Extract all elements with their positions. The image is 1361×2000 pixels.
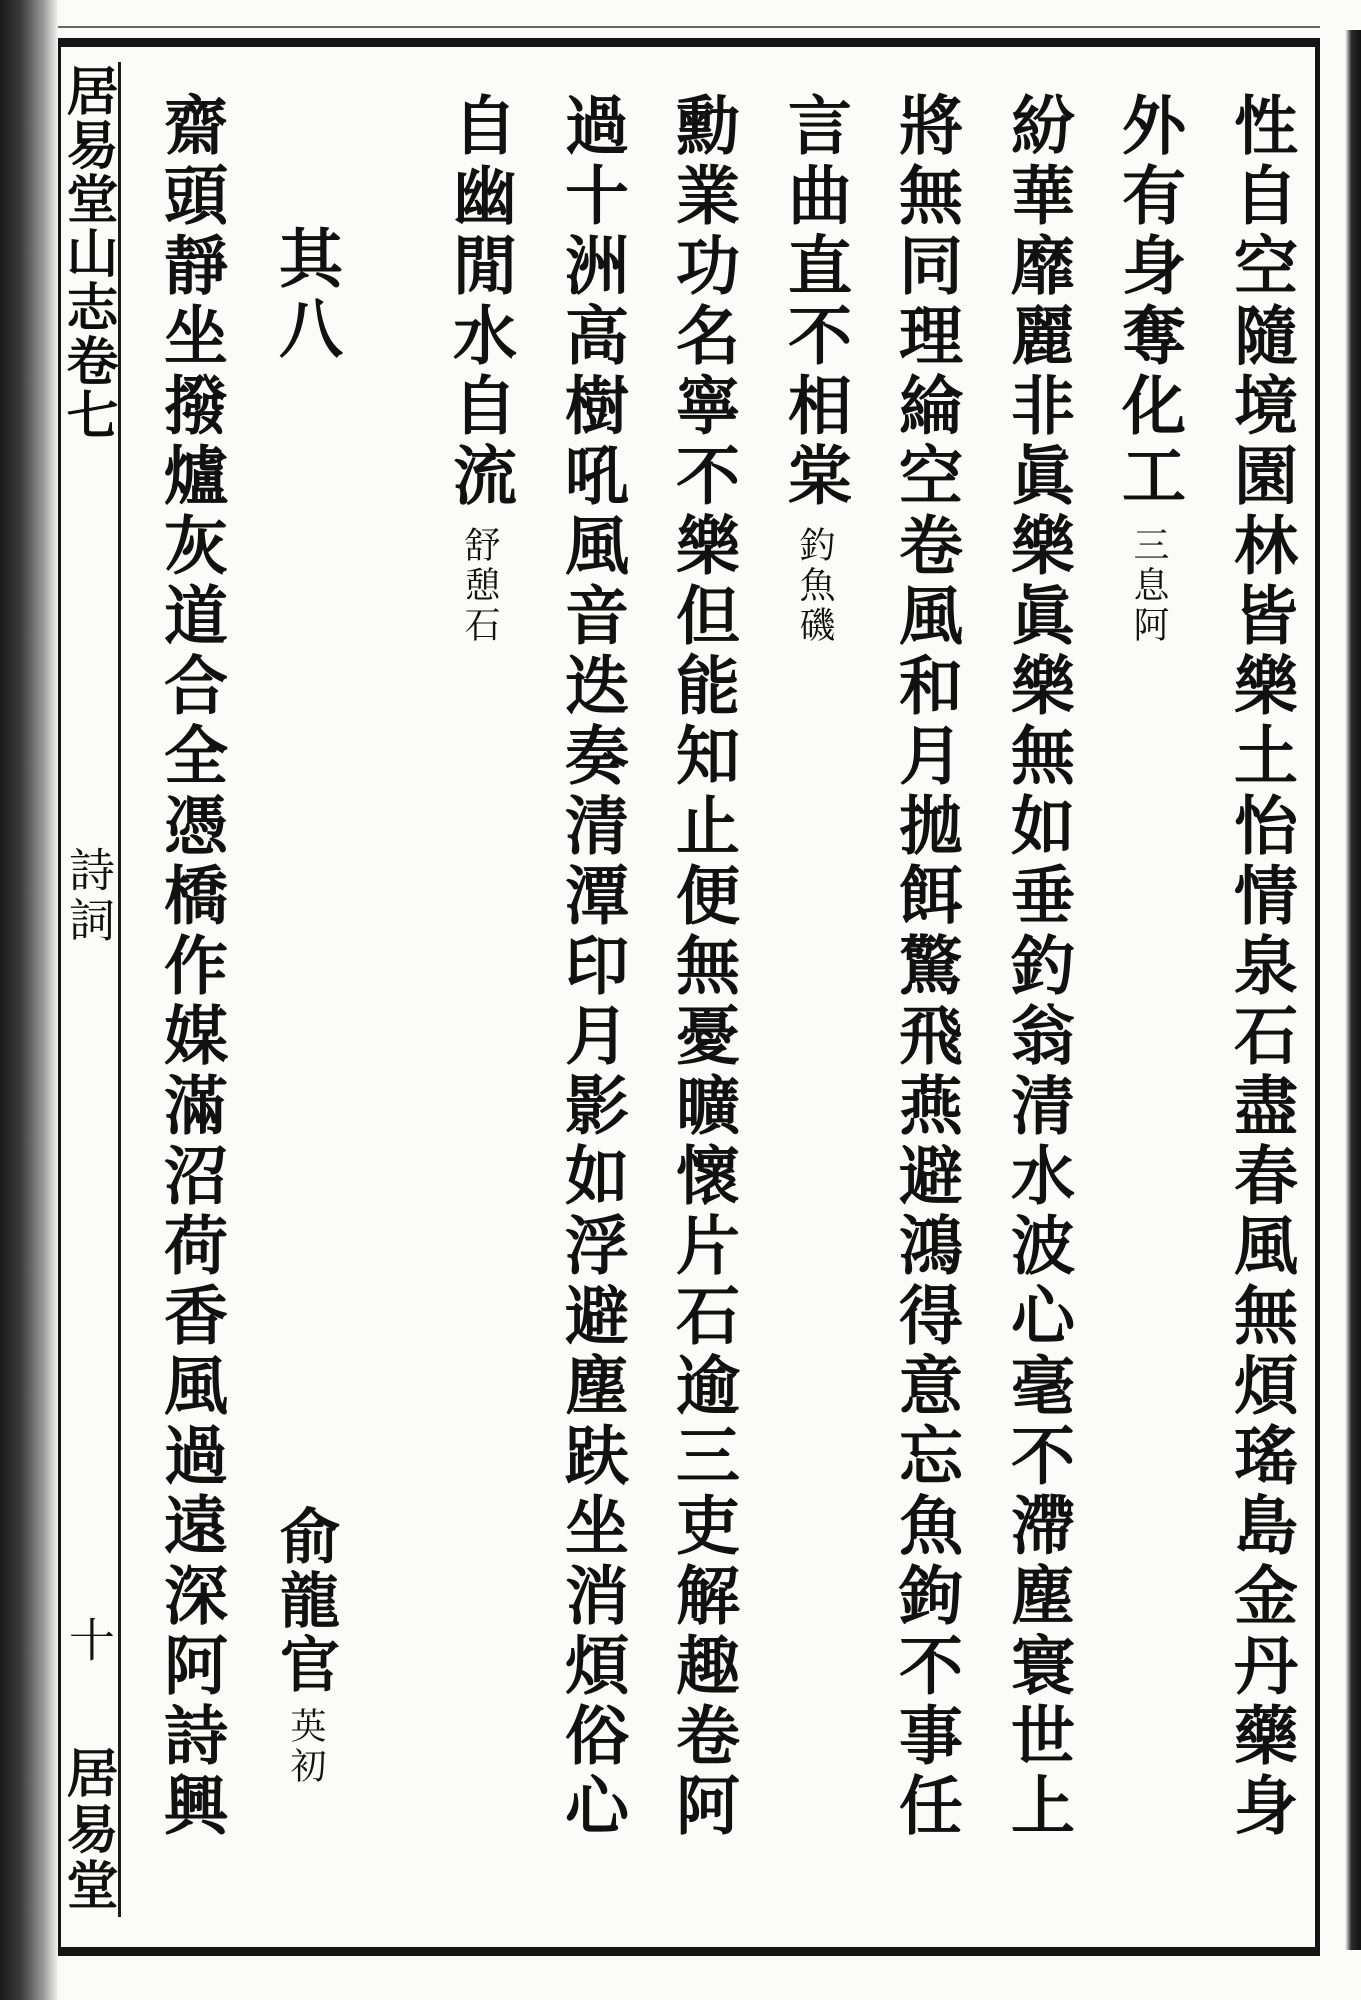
text-column-1 (1205, 92, 1315, 1892)
poem-title-note: 三息阿 (1128, 526, 1169, 646)
book-title: 居易堂山志卷七 (57, 64, 118, 442)
top-margin-line (58, 0, 1320, 28)
text-column-4 (870, 92, 980, 1892)
author-name (250, 1505, 360, 1905)
poem-line: 性自空隨境園林皆樂土怡情泉石盡春風無煩瑤島金丹藥身 (1223, 92, 1298, 1842)
author-courtesy-name: 英初 (285, 1707, 326, 1787)
poem-line: 將無同理綸空卷風和月拋餌驚飛燕避鴻得意忘魚鉤不事任 (888, 92, 963, 1842)
publisher-hall: 居易堂 (57, 1746, 118, 1914)
poem-heading: 其八 (268, 225, 343, 365)
section-label: 詩詞 (62, 846, 116, 946)
binding-shadow (0, 0, 58, 2000)
poem-title-note: 舒憩石 (459, 526, 500, 646)
page-edge (1345, 30, 1361, 1950)
text-column-2 (1093, 92, 1203, 1892)
poem-title-note: 釣魚磯 (794, 526, 835, 646)
poem-line: 外有身奪化工 (1111, 92, 1186, 512)
author-name-text: 俞龍官 (270, 1505, 340, 1697)
poem-line: 過十洲高樹吼風音迭奏清潭印月影如浮避塵趺坐消煩俗心 (554, 92, 629, 1842)
poem-line: 紛華靡麗非眞樂眞樂無如垂釣翁清水波心毫不滯塵寰世上 (1000, 92, 1075, 1842)
poem-line: 自幽閒水自流 (442, 92, 517, 512)
poem-line: 齋頭靜坐撥爐灰道合全憑橋作媒滿沼荷香風過遠深阿詩興 (153, 92, 228, 1842)
text-column-5 (759, 92, 869, 1892)
poem-line: 勳業功名寧不樂但能知止便無憂曠懷片石逾三吏解趣卷阿 (665, 92, 740, 1842)
block-margin-column (58, 56, 116, 1946)
leaf-number: 十 (62, 1616, 116, 1662)
text-column-3 (982, 92, 1092, 1892)
text-column-10 (135, 92, 245, 1892)
margin-rule (118, 62, 121, 1917)
text-column-8 (424, 92, 534, 1892)
text-column-7 (536, 92, 646, 1892)
text-column-6 (647, 92, 757, 1892)
poem-line: 言曲直不相棠 (777, 92, 852, 512)
